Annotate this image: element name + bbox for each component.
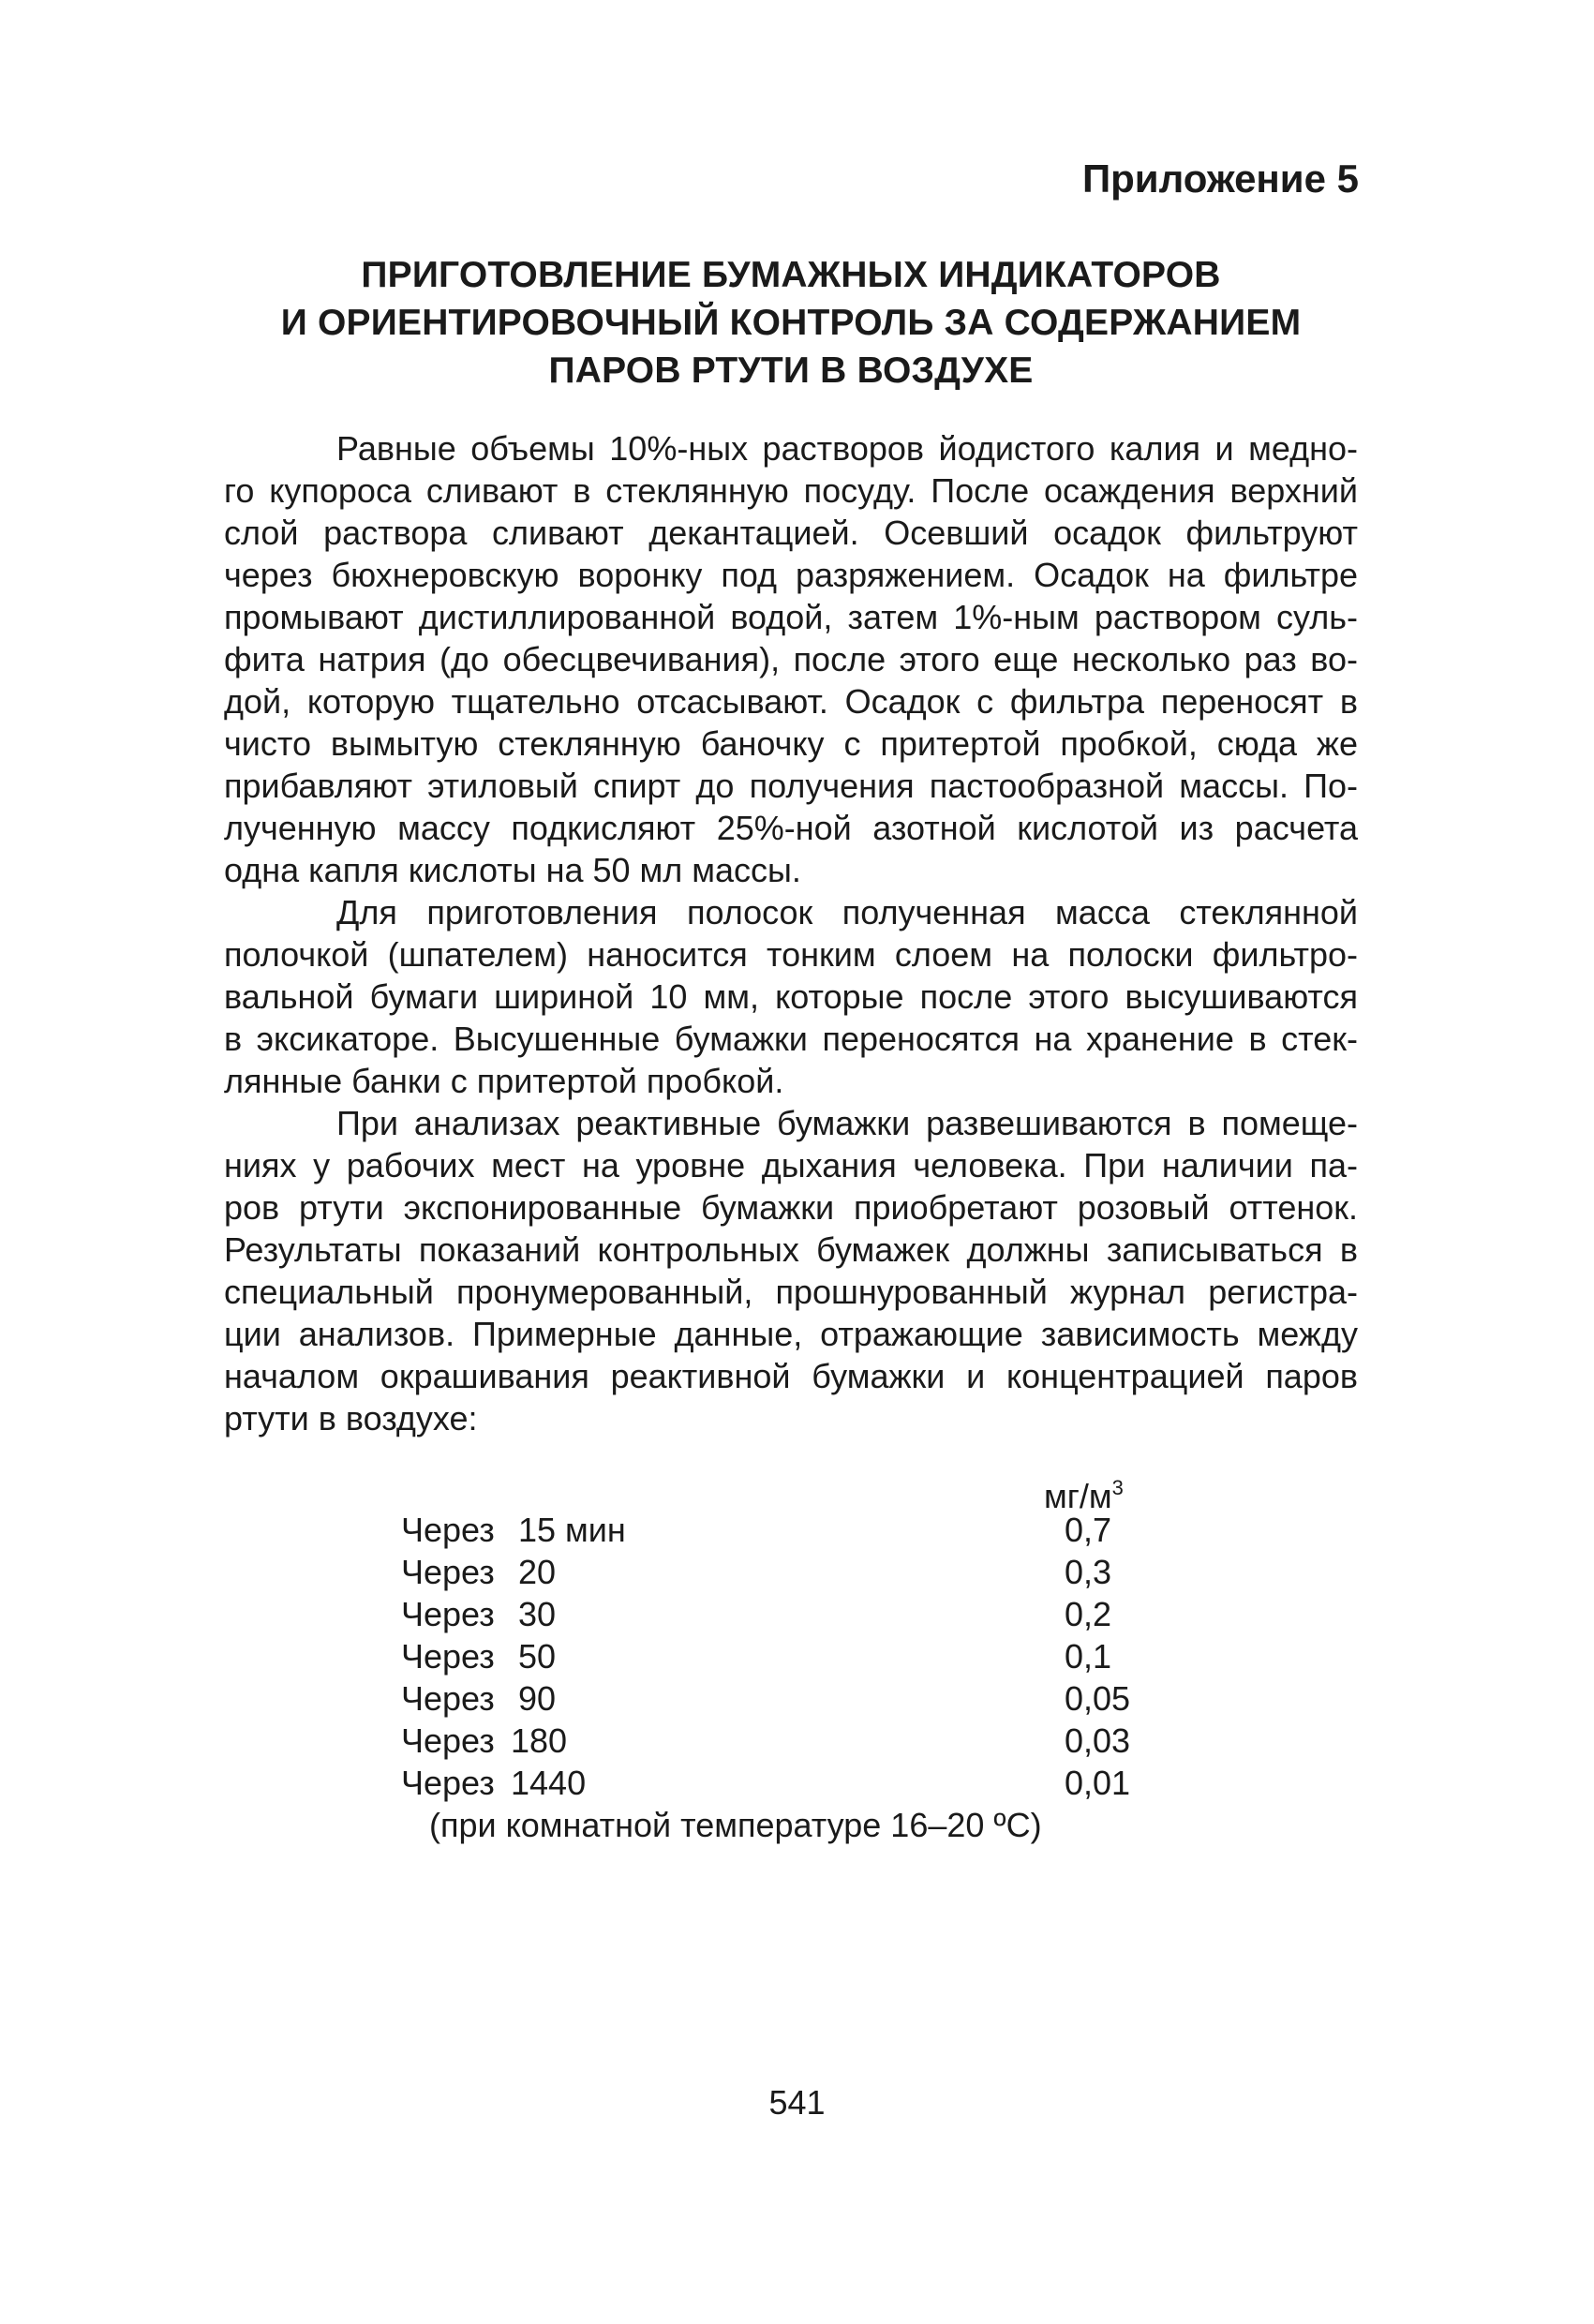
- row-time: 1440: [511, 1764, 587, 1802]
- paragraph-1: [224, 427, 1358, 891]
- text-line: прибавляют этиловый спирт до получения пастообразной массы. По-: [224, 767, 1358, 805]
- row-value: 0,03: [1065, 1721, 1131, 1760]
- unit-label: мг/м: [1044, 1477, 1112, 1515]
- text-line: промывают дистиллированной водой, затем 1%-ным раствором суль-: [224, 598, 1358, 636]
- row-time: 20: [518, 1553, 557, 1591]
- text-line: полочкой (шпателем) наносится тонким слоем на полоски фильтро-: [224, 935, 1358, 974]
- paragraph-3: [224, 1102, 1358, 1439]
- row-value: 0,1: [1065, 1637, 1112, 1676]
- title-line: ПРИГОТОВЛЕНИЕ БУМАЖНЫХ ИНДИКАТОРОВ: [361, 255, 1221, 295]
- row-time: 30: [518, 1595, 557, 1633]
- text-line: специальный пронумерованный, прошнурованный журнал регистра-: [224, 1273, 1358, 1311]
- row-value: 0,3: [1065, 1553, 1112, 1591]
- text-line: через бюхнеровскую воронку под разряжением. Осадок на фильтре: [224, 556, 1358, 594]
- table-row: [401, 1635, 1151, 1677]
- row-value: 0,05: [1065, 1679, 1131, 1718]
- text-line: чисто вымытую стеклянную баночку с притертой пробкой, сюда же: [224, 724, 1358, 763]
- text-line: началом окрашивания реактивной бумажки и концентрацией паров: [224, 1357, 1358, 1395]
- text-line: лученную массу подкисляют 25%-ной азотной кислотой из расчета: [224, 809, 1358, 847]
- text-line: вальной бумаги шириной 10 мм, которые после этого высушиваются: [224, 977, 1358, 1016]
- row-value: 0,7: [1065, 1511, 1112, 1549]
- page-number: 541: [768, 2083, 826, 2122]
- table-row: [401, 1551, 1151, 1593]
- text-line: в эксикаторе. Высушенные бумажки переносятся на хранение в стек-: [224, 1020, 1358, 1058]
- table-row: [401, 1509, 1151, 1551]
- row-word: Через: [401, 1679, 495, 1718]
- table-row: [401, 1677, 1151, 1720]
- text-line: ртути в воздухе:: [224, 1399, 478, 1438]
- text-line: фита натрия (до обесцвечивания), после этого еще несколько раз во-: [224, 640, 1358, 678]
- text-line: слой раствора сливают декантацией. Осевший осадок фильтруют: [224, 514, 1358, 552]
- row-time: 50: [518, 1637, 557, 1676]
- title-line: И ОРИЕНТИРОВОЧНЫЙ КОНТРОЛЬ ЗА СОДЕРЖАНИЕМ: [280, 303, 1302, 343]
- text-line: При анализах реактивные бумажки развешиваются в помеще-: [336, 1104, 1358, 1142]
- row-word: Через: [401, 1511, 495, 1549]
- text-line: дой, которую тщательно отсасывают. Осадок с фильтра переносят в: [224, 682, 1358, 721]
- unit-superscript: 3: [1111, 1476, 1124, 1499]
- row-word: Через: [401, 1553, 495, 1591]
- page-title: [225, 251, 1357, 395]
- title-line: ПАРОВ РТУТИ В ВОЗДУХЕ: [548, 350, 1034, 391]
- table-row: [401, 1593, 1151, 1635]
- temperature-note: (при комнатной температуре 16–20 ºС): [429, 1806, 1042, 1844]
- text-line: лянные банки с притертой пробкой.: [224, 1062, 784, 1100]
- text-line: ров ртути экспонированные бумажки приобретают розовый оттенок.: [224, 1188, 1358, 1227]
- row-value: 0,2: [1065, 1595, 1112, 1633]
- paragraph-2: [224, 891, 1358, 1102]
- row-value: 0,01: [1065, 1764, 1131, 1802]
- table-row: [401, 1762, 1151, 1804]
- row-word: Через: [401, 1595, 495, 1633]
- text-line: Результаты показаний контрольных бумажек должны записываться в: [224, 1230, 1358, 1269]
- row-word: Через: [401, 1637, 495, 1676]
- table-row: [401, 1720, 1151, 1762]
- row-word: Через: [401, 1764, 495, 1802]
- appendix-label: Приложение 5: [1081, 156, 1359, 201]
- row-time: 180: [511, 1721, 568, 1760]
- text-line: одна капля кислоты на 50 мл массы.: [224, 851, 801, 889]
- row-time: 15 мин: [518, 1511, 626, 1549]
- text-line: го купороса сливают в стеклянную посуду. После осаждения верхний: [224, 471, 1358, 510]
- row-time: 90: [518, 1679, 557, 1718]
- body-text: [224, 427, 1358, 1439]
- text-line: Равные объемы 10%-ных растворов йодистого калия и медно-: [336, 429, 1358, 468]
- row-word: Через: [401, 1721, 495, 1760]
- text-line: ниях у рабочих мест на уровне дыхания человека. При наличии па-: [224, 1146, 1358, 1184]
- text-line: Для приготовления полосок полученная масса стеклянной: [336, 893, 1358, 931]
- text-line: ции анализов. Примерные данные, отражающие зависимость между: [224, 1315, 1358, 1353]
